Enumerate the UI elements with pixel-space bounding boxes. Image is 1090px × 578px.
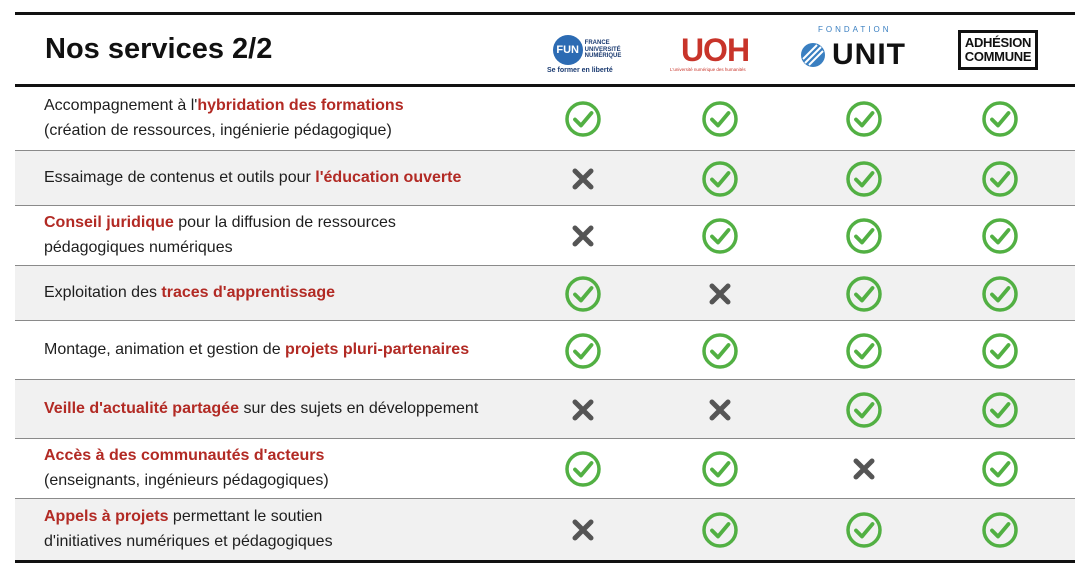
check-icon bbox=[700, 216, 740, 256]
fun-logo-text: FRANCE UNIVERSITÉ NUMÉRIQUE bbox=[584, 40, 622, 60]
page-title: Nos services 2/2 bbox=[45, 33, 273, 65]
table-row bbox=[15, 266, 1075, 321]
check-icon bbox=[844, 390, 884, 430]
check-icon bbox=[563, 331, 603, 371]
check-icon bbox=[563, 99, 603, 139]
check-icon bbox=[980, 390, 1020, 430]
check-icon bbox=[844, 99, 884, 139]
check-icon bbox=[980, 99, 1020, 139]
cross-icon bbox=[563, 216, 603, 256]
service-highlight: Conseil juridique bbox=[44, 214, 174, 231]
check-icon bbox=[844, 331, 884, 371]
cross-icon bbox=[563, 510, 603, 550]
table-header bbox=[15, 15, 1075, 87]
check-icon bbox=[980, 159, 1020, 199]
service-highlight: l'éducation ouverte bbox=[315, 169, 462, 186]
cross-icon bbox=[700, 274, 740, 314]
adhesion-logo-box: ADHÉSION COMMUNE bbox=[958, 30, 1039, 70]
uoh-logo-mark: UOH bbox=[680, 31, 750, 68]
check-icon bbox=[980, 216, 1020, 256]
check-icon bbox=[844, 216, 884, 256]
service-label: Conseil juridique pour la diffusion de ressources pédagogiques numériques bbox=[44, 214, 396, 256]
check-icon bbox=[980, 331, 1020, 371]
table-row bbox=[15, 151, 1075, 206]
service-highlight: Appels à projets bbox=[44, 507, 169, 525]
fun-logo-tagline: Se former en liberté bbox=[547, 67, 613, 74]
check-icon bbox=[563, 449, 603, 489]
check-icon bbox=[980, 274, 1020, 314]
table-row bbox=[15, 206, 1075, 266]
check-icon bbox=[844, 274, 884, 314]
cross-icon bbox=[563, 390, 603, 430]
table-row bbox=[15, 439, 1075, 499]
cross-icon bbox=[563, 159, 603, 199]
table-row bbox=[15, 499, 1075, 560]
check-icon bbox=[700, 99, 740, 139]
check-icon bbox=[700, 159, 740, 199]
check-icon bbox=[700, 510, 740, 550]
service-label: Accompagnement à l'hybridation des formations (création de ressources, ingénierie pédagogique) bbox=[44, 97, 404, 139]
table-row bbox=[15, 321, 1075, 380]
check-icon bbox=[844, 159, 884, 199]
uoh-logo-tagline: L'université numérique des humanités bbox=[670, 67, 746, 72]
check-icon bbox=[844, 510, 884, 550]
service-label: Accès à des communautés d'acteurs (enseignants, ingénieurs pédagogiques) bbox=[44, 447, 329, 489]
fun-logo-mark: FUN bbox=[553, 35, 583, 65]
service-highlight: Veille d'actualité partagée bbox=[44, 400, 239, 417]
table-row bbox=[15, 87, 1075, 151]
table-row bbox=[15, 380, 1075, 439]
check-icon bbox=[563, 274, 603, 314]
check-icon bbox=[980, 510, 1020, 550]
unit-logo-top: FONDATION bbox=[818, 25, 892, 34]
check-icon bbox=[700, 449, 740, 489]
service-highlight: traces d'apprentissage bbox=[161, 284, 336, 301]
check-icon bbox=[700, 331, 740, 371]
service-label: Appels à projets permettant le soutien d'initiatives numériques et pédagogiques bbox=[44, 507, 333, 550]
service-highlight: hybridation des formations bbox=[197, 97, 404, 114]
service-label: Exploitation des traces d'apprentissage bbox=[44, 284, 336, 301]
fun-logo bbox=[547, 23, 627, 77]
unit-globe-icon bbox=[800, 42, 826, 68]
service-highlight: Accès à des communautés d'acteurs bbox=[44, 447, 325, 464]
services-table bbox=[15, 12, 1075, 563]
service-label: Essaimage de contenus et outils pour l'éducation ouverte bbox=[44, 169, 462, 186]
uoh-logo bbox=[670, 23, 760, 77]
unit-logo bbox=[788, 23, 918, 77]
service-label: Montage, animation et gestion de projets pluri-partenaires bbox=[44, 341, 470, 358]
cross-icon bbox=[700, 390, 740, 430]
unit-logo-mark: UNIT bbox=[832, 38, 906, 71]
check-icon bbox=[980, 449, 1020, 489]
service-label: Veille d'actualité partagée sur des sujets en développement bbox=[44, 400, 479, 417]
service-highlight: projets pluri-partenaires bbox=[285, 341, 470, 358]
cross-icon bbox=[844, 449, 884, 489]
adhesion-logo bbox=[948, 23, 1048, 77]
